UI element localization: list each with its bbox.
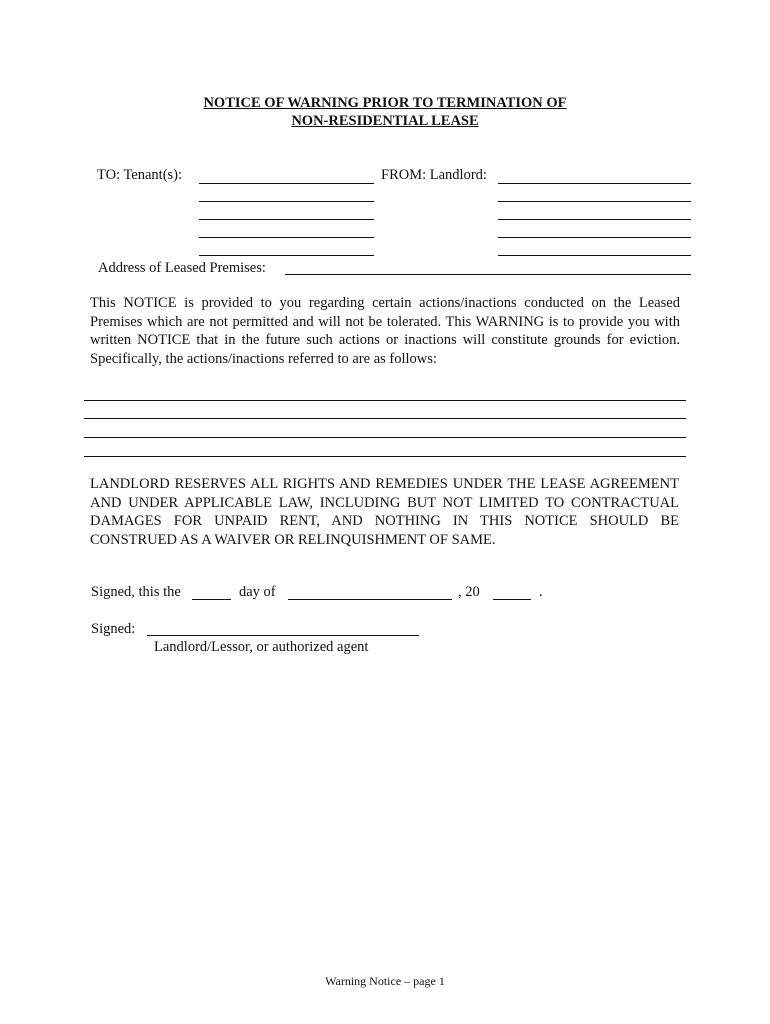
- signer-caption: Landlord/Lessor, or authorized agent: [154, 639, 369, 655]
- signature-line[interactable]: [147, 635, 419, 636]
- actions-line-1[interactable]: [84, 400, 686, 401]
- tenant-line-1[interactable]: [199, 183, 374, 184]
- tenant-line-4[interactable]: [199, 237, 374, 238]
- signed-this-the-label: Signed, this the: [91, 584, 181, 600]
- landlord-line-3[interactable]: [498, 219, 691, 220]
- reservation-paragraph: LANDLORD RESERVES ALL RIGHTS AND REMEDIES UNDER THE LEASE AGREEMENT AND UNDER APPLICABLE LAW, INCLUDING BUT NOT LIMITED TO CONTRACTUAL DAMAGES FOR UNPAID RENT, AND NOTHING IN THIS NOTICE SHOULD BE CONSTRUED AS A WAIVER OR RELINQUISHMENT OF SAME.: [90, 476, 679, 548]
- signed-label: Signed:: [91, 621, 136, 637]
- address-line[interactable]: [285, 274, 691, 275]
- month-line[interactable]: [288, 599, 452, 600]
- landlord-line-1[interactable]: [498, 183, 691, 184]
- tenant-line-5[interactable]: [199, 255, 374, 256]
- actions-line-2[interactable]: [84, 418, 686, 419]
- address-label: Address of Leased Premises:: [98, 260, 266, 276]
- day-line[interactable]: [192, 599, 231, 600]
- from-landlord-label: FROM: Landlord:: [381, 167, 487, 183]
- tenant-line-2[interactable]: [199, 201, 374, 202]
- year-prefix: , 20: [458, 584, 480, 600]
- landlord-line-5[interactable]: [498, 255, 691, 256]
- actions-line-4[interactable]: [84, 456, 686, 457]
- document-title-line-1: NOTICE OF WARNING PRIOR TO TERMINATION OF: [203, 95, 567, 111]
- notice-paragraph: This NOTICE is provided to you regarding certain actions/inactions conducted on the Leased Premises which are not permitted and will not be tolerated. This WARNING is to provide you with written NOTICE that in the future such actions or inactions will constitute grounds for eviction. Specifically, the actions/inactions referred to are as follows:: [90, 295, 680, 367]
- day-of-label: day of: [239, 584, 276, 600]
- to-tenants-label: TO: Tenant(s):: [97, 167, 183, 183]
- document-title-line-2: NON-RESIDENTIAL LEASE: [291, 113, 479, 129]
- page-footer: Warning Notice – page 1: [325, 974, 445, 988]
- date-period: .: [539, 584, 543, 600]
- tenant-line-3[interactable]: [199, 219, 374, 220]
- year-line[interactable]: [493, 599, 531, 600]
- actions-line-3[interactable]: [84, 437, 686, 438]
- landlord-line-4[interactable]: [498, 237, 691, 238]
- landlord-line-2[interactable]: [498, 201, 691, 202]
